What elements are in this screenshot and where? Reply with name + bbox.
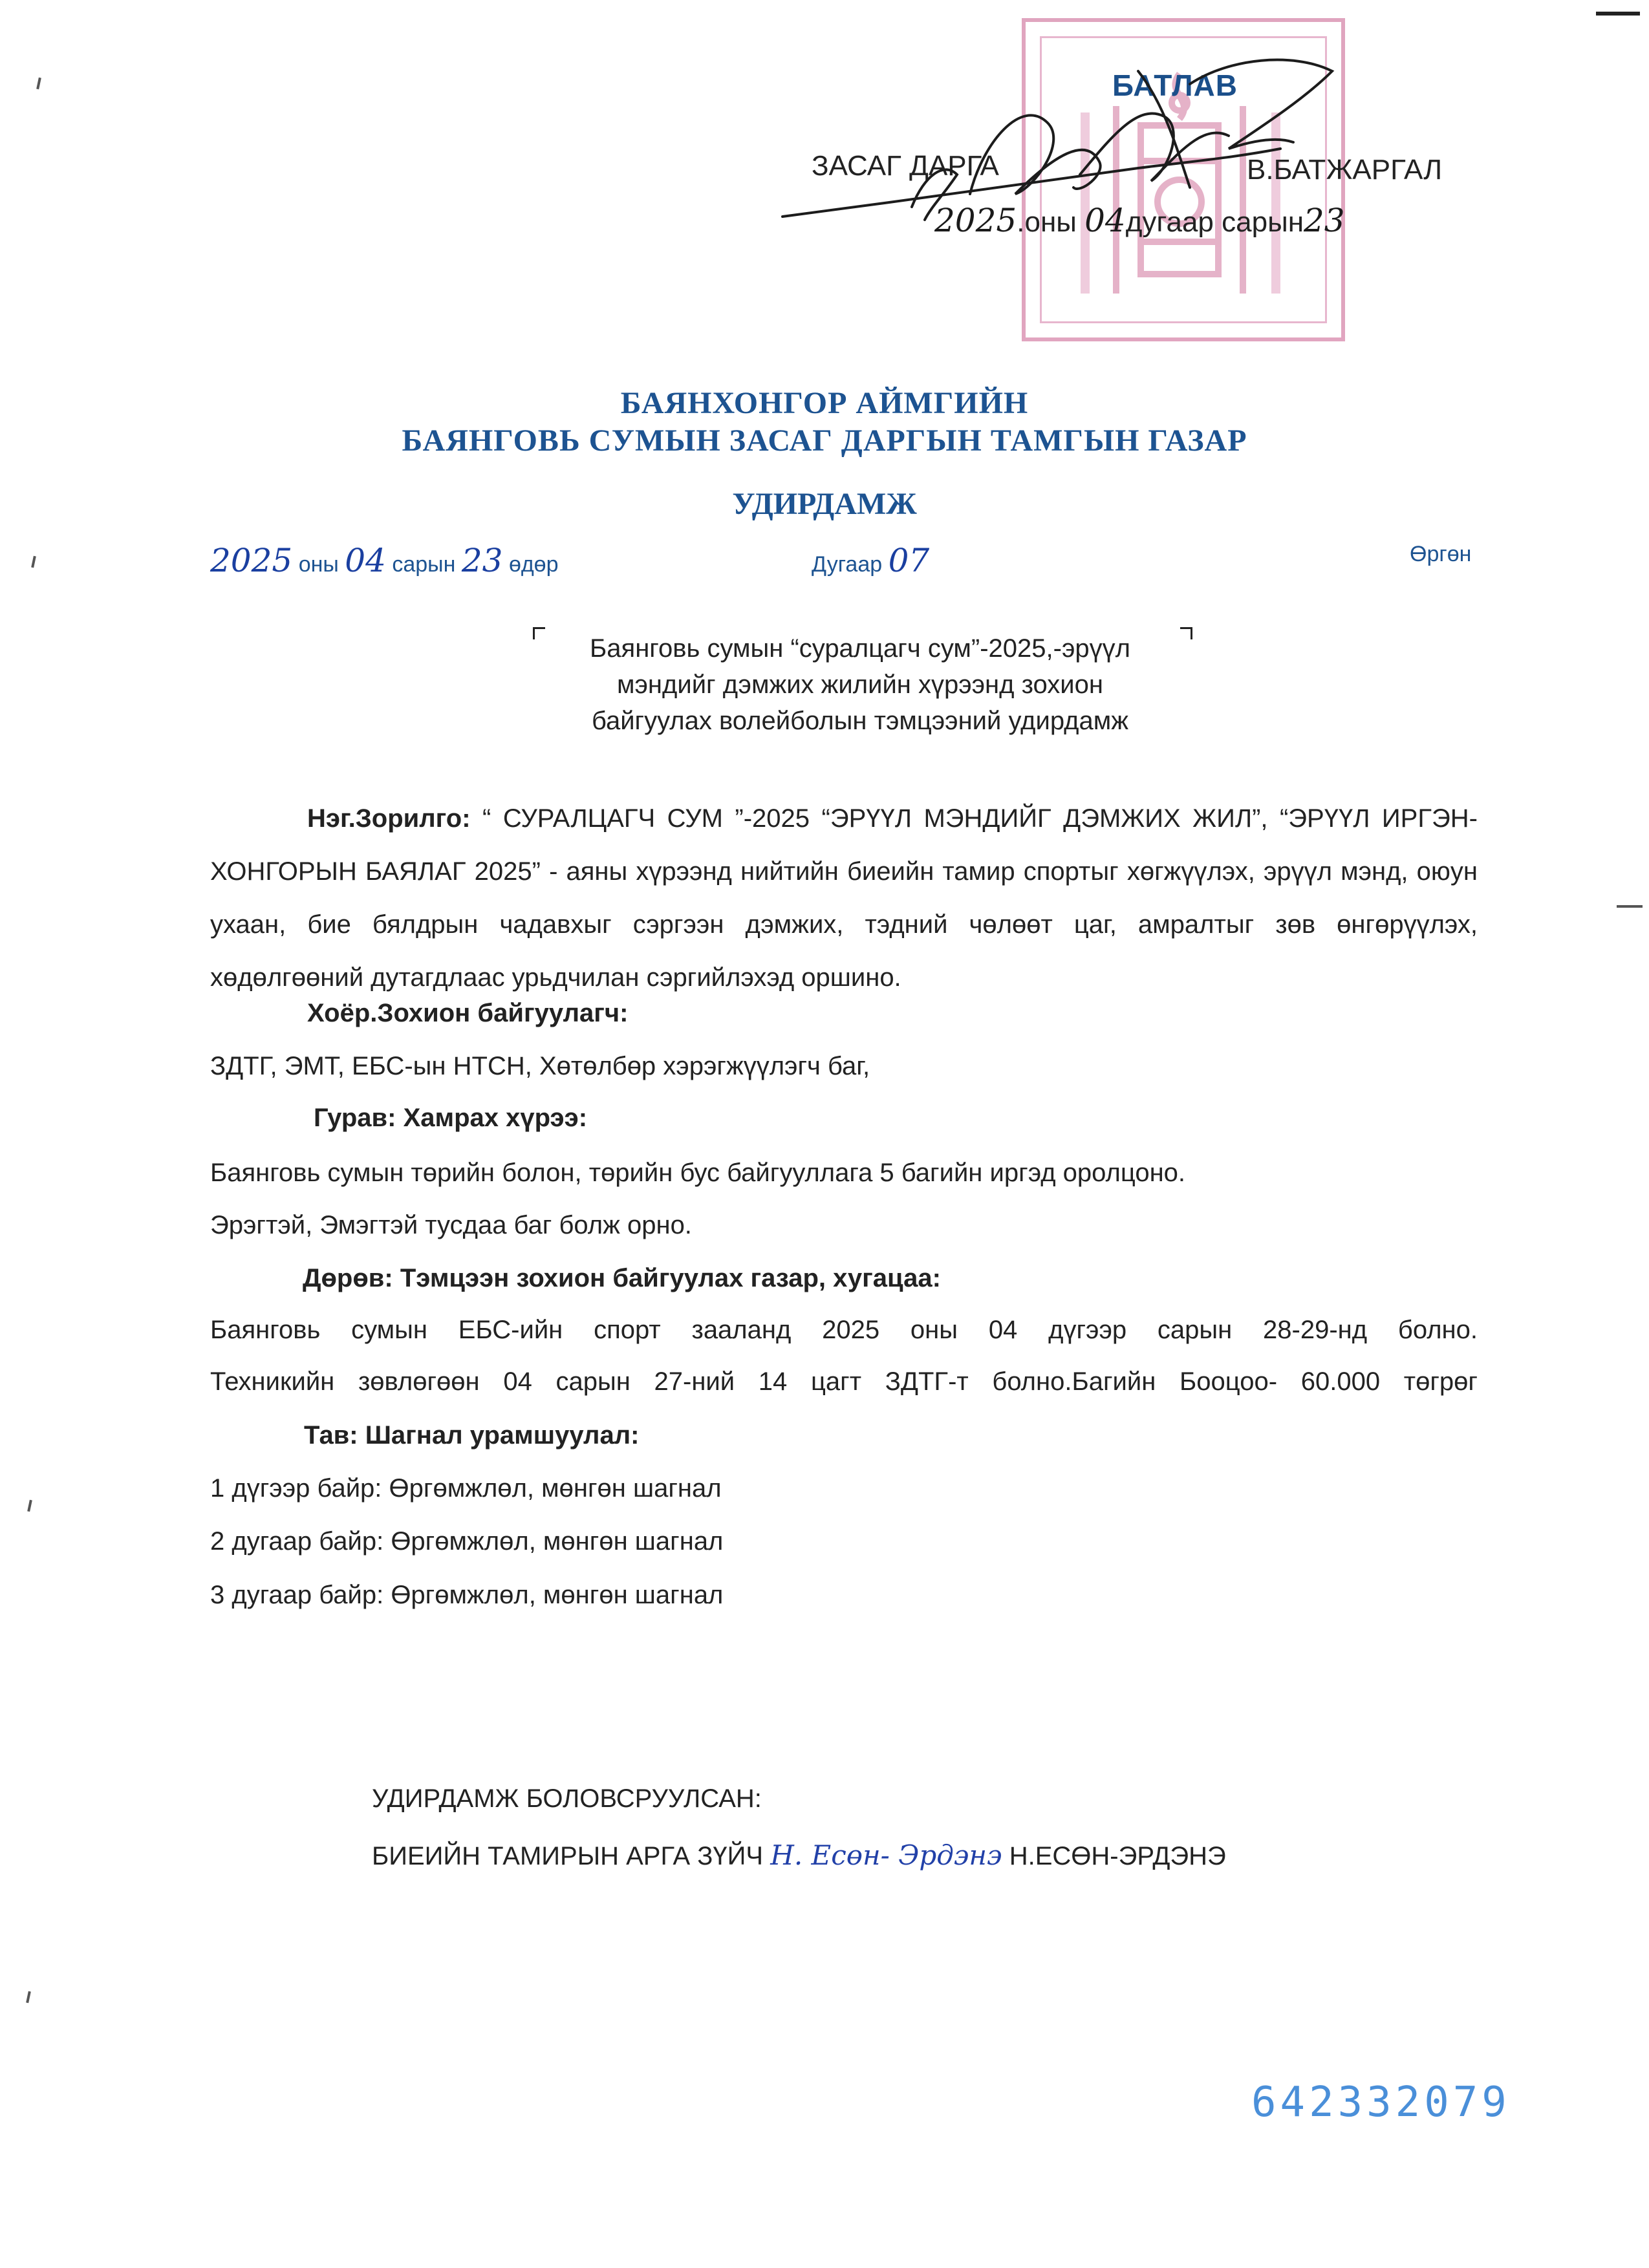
document-date [210, 542, 559, 579]
serial-number: 642332079 [1251, 2079, 1511, 2126]
scan-mark [1617, 905, 1643, 908]
goal-text: “ СУРАЛЦАГЧ СУМ ”-2025 “ЭРҮҮЛ МЭНДИЙГ ДЭМЖИХ ЖИЛ”, “ЭРҮҮЛ ИРГЭН-ХОНГОРЫН БАЯЛАГ 2025” - аяны хүрээнд нийтийн биеийн тамир спортыг хөгжүүлэх, эрүүл мэнд, оюун ухаан, бие бялдрын чадавхыг сэргээн дэмжих, тэдний чөлөөт цаг, амралтыг зөв өнгөрүүлэх, хөдөлгөөний дутагдлаас урьдчилан сэргийлэхэд оршино. [210, 804, 1478, 992]
scope-heading: Гурав: Хамрах хүрээ: [314, 1104, 588, 1132]
governor-signature [776, 45, 1345, 252]
date-day-suffix: өдөр [508, 552, 559, 577]
approval-day: 23 [1304, 202, 1345, 239]
organizer-heading: Хоёр.Зохион байгуулагч: [307, 999, 629, 1027]
preparer-signature: Н. Есөн- Эрдэнэ [770, 1839, 1002, 1871]
subject-line-2: мэндийг дэмжих жилийн хүрээнд зохион [617, 670, 1103, 699]
venue-heading: Дөрөв: Тэмцээн зохион байгуулах газар, хугацаа: [303, 1264, 941, 1292]
approval-month: 04 [1084, 202, 1126, 239]
date-day: 23 [461, 542, 503, 579]
date-year: 2025 [210, 542, 293, 579]
scan-mark [1596, 12, 1640, 16]
document-place: Өргөн [1410, 542, 1472, 566]
number-label: Дугаар [812, 552, 883, 577]
scan-mark [27, 1500, 32, 1512]
approval-month-suffix: дугаар сарын [1125, 206, 1304, 238]
approval-label: БАТЛАВ [1112, 69, 1238, 102]
organizer-text: ЗДТГ, ЭМТ, ЕБС-ын НТСН, Хөтөлбөр хэрэгжүүлэгч баг, [210, 1052, 870, 1080]
approval-year-suffix: .оны [1017, 206, 1077, 238]
scope-text-1: Баянговь сумын төрийн болон, төрийн бус байгууллага 5 багийн иргэд оролцоно. [210, 1159, 1186, 1187]
preparer-line [372, 1839, 1226, 1871]
preparer-name: Н.ЕСӨН-ЭРДЭНЭ [1009, 1842, 1226, 1870]
date-month-suffix: сарын [392, 552, 456, 577]
approver-role: ЗАСАГ ДАРГА [812, 150, 999, 182]
scan-mark [26, 1991, 31, 2003]
subject-line-1: Баянговь сумын “суралцагч сум”-2025,-эрүүл [590, 634, 1130, 663]
document-number [812, 542, 929, 579]
preparer-role: БИЕИЙН ТАМИРЫН АРГА ЗҮЙЧ [372, 1842, 764, 1870]
award-heading: Тав: Шагнал урамшуулал: [304, 1421, 640, 1450]
scan-mark [31, 556, 36, 568]
approval-year: 2025 [934, 202, 1017, 239]
organization-line-1: БАЯНХОНГОР АЙМГИЙН [620, 386, 1029, 420]
date-year-suffix: оны [298, 552, 339, 577]
venue-text-2: Техникийн зөвлөгөөн 04 сарын 27-ний 14 цагт ЗДТГ-т болно.Багийн Бооцоо- 60.000 төгрөг [210, 1367, 1478, 1396]
organization-line-2: БАЯНГОВЬ СУМЫН ЗАСАГ ДАРГЫН ТАМГЫН ГАЗАР [402, 423, 1247, 458]
subject-line-3: байгуулах волейболын тэмцээний удирдамж [591, 707, 1129, 735]
number-value: 07 [888, 542, 930, 579]
date-month: 04 [345, 542, 386, 579]
approver-name: В.БАТЖАРГАЛ [1247, 154, 1443, 186]
award-3: 3 дугаар байр: Өргөмжлөл, мөнгөн шагнал [210, 1581, 724, 1609]
goal-heading: Нэг.Зорилго: [307, 804, 471, 833]
scope-text-2: Эрэгтэй, Эмэгтэй тусдаа баг болж орно. [210, 1211, 692, 1239]
prepared-label: УДИРДАМЖ БОЛОВСРУУЛСАН: [372, 1784, 762, 1813]
award-2: 2 дугаар байр: Өргөмжлөл, мөнгөн шагнал [210, 1527, 724, 1556]
award-1: 1 дүгээр байр: Өргөмжлөл, мөнгөн шагнал [210, 1474, 722, 1503]
venue-text-1: Баянговь сумын ЕБС-ийн спорт зааланд 2025 оны 04 дүгээр сарын 28-29-нд болно. [210, 1316, 1478, 1344]
document-subject [517, 630, 1203, 739]
document-title: УДИРДАМЖ [732, 487, 917, 521]
scan-mark [36, 78, 41, 89]
section-goal [210, 792, 1478, 1004]
